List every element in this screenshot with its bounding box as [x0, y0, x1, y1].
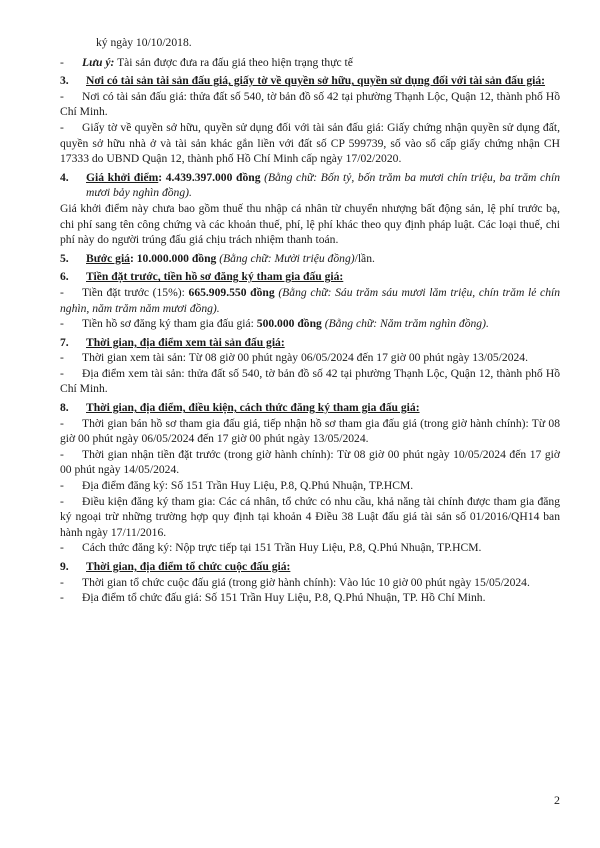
section-9-item-2 — [60, 590, 560, 606]
bullet-dash: - — [60, 479, 64, 493]
bullet-dash: - — [60, 89, 64, 103]
section-7-heading — [60, 335, 560, 351]
section-9-heading — [60, 559, 560, 575]
document-body — [60, 35, 560, 606]
section-6-item-2 — [60, 316, 560, 332]
section-3-item-1 — [60, 89, 560, 120]
section-title: Thời gian, địa điểm xem tài sản đấu giá: — [86, 335, 285, 349]
continuation-line: ký ngày 10/10/2018. — [96, 36, 192, 49]
item-text: Cách thức đăng ký: Nộp trực tiếp tại 151 Trần Huy Liệu, P.8, Q.Phú Nhuận, TP.HCM. — [82, 541, 482, 555]
section-8-item-2 — [60, 447, 560, 478]
deposit-amount: 665.909.550 đồng — [188, 285, 275, 299]
item-text: Địa điểm xem tài sản: thửa đất số 540, tờ bản đồ số 42 tại phường Thạnh Lộc, Quận 12, thành phố Hồ Chí Minh. — [60, 366, 560, 396]
section-4-heading — [60, 170, 560, 201]
fee-words: (Bằng chữ: Năm trăm nghìn đồng). — [321, 317, 489, 331]
section-number: 6. — [60, 270, 69, 284]
section-5-body — [86, 251, 560, 267]
page-number: 2 — [554, 793, 560, 807]
section-6-item-1 — [60, 285, 560, 316]
bid-step-amount: 10.000.000 đồng — [136, 251, 217, 265]
deposit-words: (Bằng chữ: Sáu trăm sáu mươi lăm triệu, chín trăm lẻ chín nghìn, năm trăm năm mươi đồng). — [60, 285, 561, 315]
item-text: Tiền đặt trước (15%): — [82, 285, 189, 299]
item-text: Thời gian tổ chức cuộc đấu giá (trong giờ hành chính): Vào lúc 10 giờ 00 phút ngày 15/05/2024. — [82, 575, 530, 589]
bullet-dash: - — [60, 591, 64, 605]
section-number: 4. — [60, 170, 69, 184]
fee-amount: 500.000 đồng — [256, 317, 322, 331]
section-number: 8. — [60, 401, 69, 415]
bullet-dash: - — [60, 120, 64, 134]
item-text: Điều kiện đăng ký tham gia: Các cá nhân, tổ chức có nhu cầu, khả năng tài chính được tham gia đăng ký ngoại trừ những trường hợp quy định tại khoản 4 Điều 38 Luật đấu giá tài sản số 01/2016/QH14 ban hành ngày 17/11/2016. — [60, 494, 560, 539]
item-text: Thời gian xem tài sản: Từ 08 giờ 00 phút ngày 06/05/2024 đến 17 giờ 00 phút ngày 13/05/2024. — [82, 351, 528, 365]
bullet-dash: - — [60, 285, 64, 299]
item-text: Thời gian nhận tiền đặt trước (trong giờ hành chính): Từ 08 giờ 00 phút ngày 10/05/2024 đến 17 giờ 00 phút ngày 14/05/2024. — [60, 447, 560, 477]
bid-step-words: (Bằng chữ: Mười triệu đồng) — [216, 251, 355, 265]
item-text: Địa điểm tổ chức đấu giá: Số 151 Trần Huy Liệu, P.8, Q.Phú Nhuận, TP. Hồ Chí Minh. — [82, 591, 486, 605]
section-8-item-3 — [60, 478, 560, 494]
bullet-dash: - — [60, 416, 64, 430]
section-title: Thời gian, địa điểm, điều kiện, cách thức đăng ký tham gia đấu giá: — [86, 401, 420, 415]
colon: : — [129, 251, 137, 265]
section-title: Nơi có tài sản tài sản đấu giá, giấy tờ về quyền sở hữu, quyền sử dụng đối với tài sản đấu giá: — [86, 74, 546, 88]
bullet-dash: - — [60, 494, 64, 508]
item-text: Thời gian bán hồ sơ tham gia đấu giá, tiếp nhận hồ sơ tham gia đấu giá (trong giờ hành chính): Từ 08 giờ 00 phút ngày 06/05/2024 đến 17 giờ 00 phút ngày 13/05/2024. — [60, 416, 560, 446]
section-7-item-2 — [60, 366, 560, 397]
bid-step-tail: /lần. — [354, 251, 375, 265]
section-title: Giá khởi điểm — [86, 170, 159, 184]
bullet-dash: - — [60, 575, 64, 589]
section-title: Tiền đặt trước, tiền hồ sơ đăng ký tham gia đấu giá: — [86, 270, 344, 284]
starting-price: 4.439.397.000 đồng — [165, 170, 261, 184]
note-text: Tài sản được đưa ra đấu giá theo hiện trạng thực tế — [114, 55, 353, 69]
section-3-item-2 — [60, 120, 560, 167]
note-item — [60, 55, 560, 71]
item-text: Tiền hồ sơ đăng ký tham gia đấu giá: — [82, 317, 257, 331]
section-8-item-4 — [60, 494, 560, 541]
section-number: 7. — [60, 335, 69, 349]
item-text: Nơi có tài sản đấu giá: thửa đất số 540, tờ bản đồ số 42 tại phường Thạnh Lộc, Quận 12, thành phố Hồ Chí Minh. — [60, 89, 560, 119]
section-6-heading — [60, 269, 560, 285]
section-4-body — [86, 170, 560, 201]
note-label: Lưu ý: — [82, 55, 115, 69]
bullet-dash: - — [60, 55, 64, 69]
section-4-details: Giá khởi điểm này chưa bao gồm thuế thu nhập cá nhân từ chuyển nhượng bất động sản, lệ phí trước bạ, chi phí sang tên công chứng và các khoản thuế, phí, lệ phí khác theo quy định pháp luật. Các loại thuế, chi phí này do người trúng đấu giá chịu trách nhiệm thanh toán. — [60, 201, 560, 247]
bullet-dash: - — [60, 317, 64, 331]
bullet-dash: - — [60, 366, 64, 380]
bullet-dash: - — [60, 541, 64, 555]
section-8-heading — [60, 400, 560, 416]
section-8-item-5 — [60, 540, 560, 556]
section-8-item-1 — [60, 416, 560, 447]
bullet-dash: - — [60, 351, 64, 365]
section-title: Thời gian, địa điểm tổ chức cuộc đấu giá: — [86, 560, 291, 573]
section-title: Bước giá — [86, 251, 130, 265]
section-7-item-1 — [60, 350, 560, 366]
colon: : — [158, 170, 166, 184]
section-number: 9. — [60, 560, 69, 573]
bullet-dash: - — [60, 447, 64, 461]
section-number: 5. — [60, 251, 69, 265]
item-text: Địa điểm đăng ký: Số 151 Trần Huy Liệu, P.8, Q.Phú Nhuận, TP.HCM. — [82, 479, 414, 493]
starting-price-words: (Bằng chữ: Bốn tỷ, bốn trăm ba mươi chín triệu, ba trăm chín mươi bảy nghìn đồng). — [86, 170, 560, 200]
item-text: Giấy tờ về quyền sở hữu, quyền sử dụng đối với tài sản đấu giá: Giấy chứng nhận quyền sử dụng đất, quyền sở hữu nhà ở và tài sản khác gắn liền với đất số CP 599739, số vào sổ cấp giấy chứng nhận CH 17333 do UBND Quận 12, thành phố Hồ Chí Minh cấp ngày 17/02/2020. — [60, 120, 560, 166]
section-5-heading — [60, 251, 560, 267]
section-3-heading — [60, 73, 560, 89]
section-number: 3. — [60, 74, 69, 88]
section-9-item-1 — [60, 575, 560, 591]
